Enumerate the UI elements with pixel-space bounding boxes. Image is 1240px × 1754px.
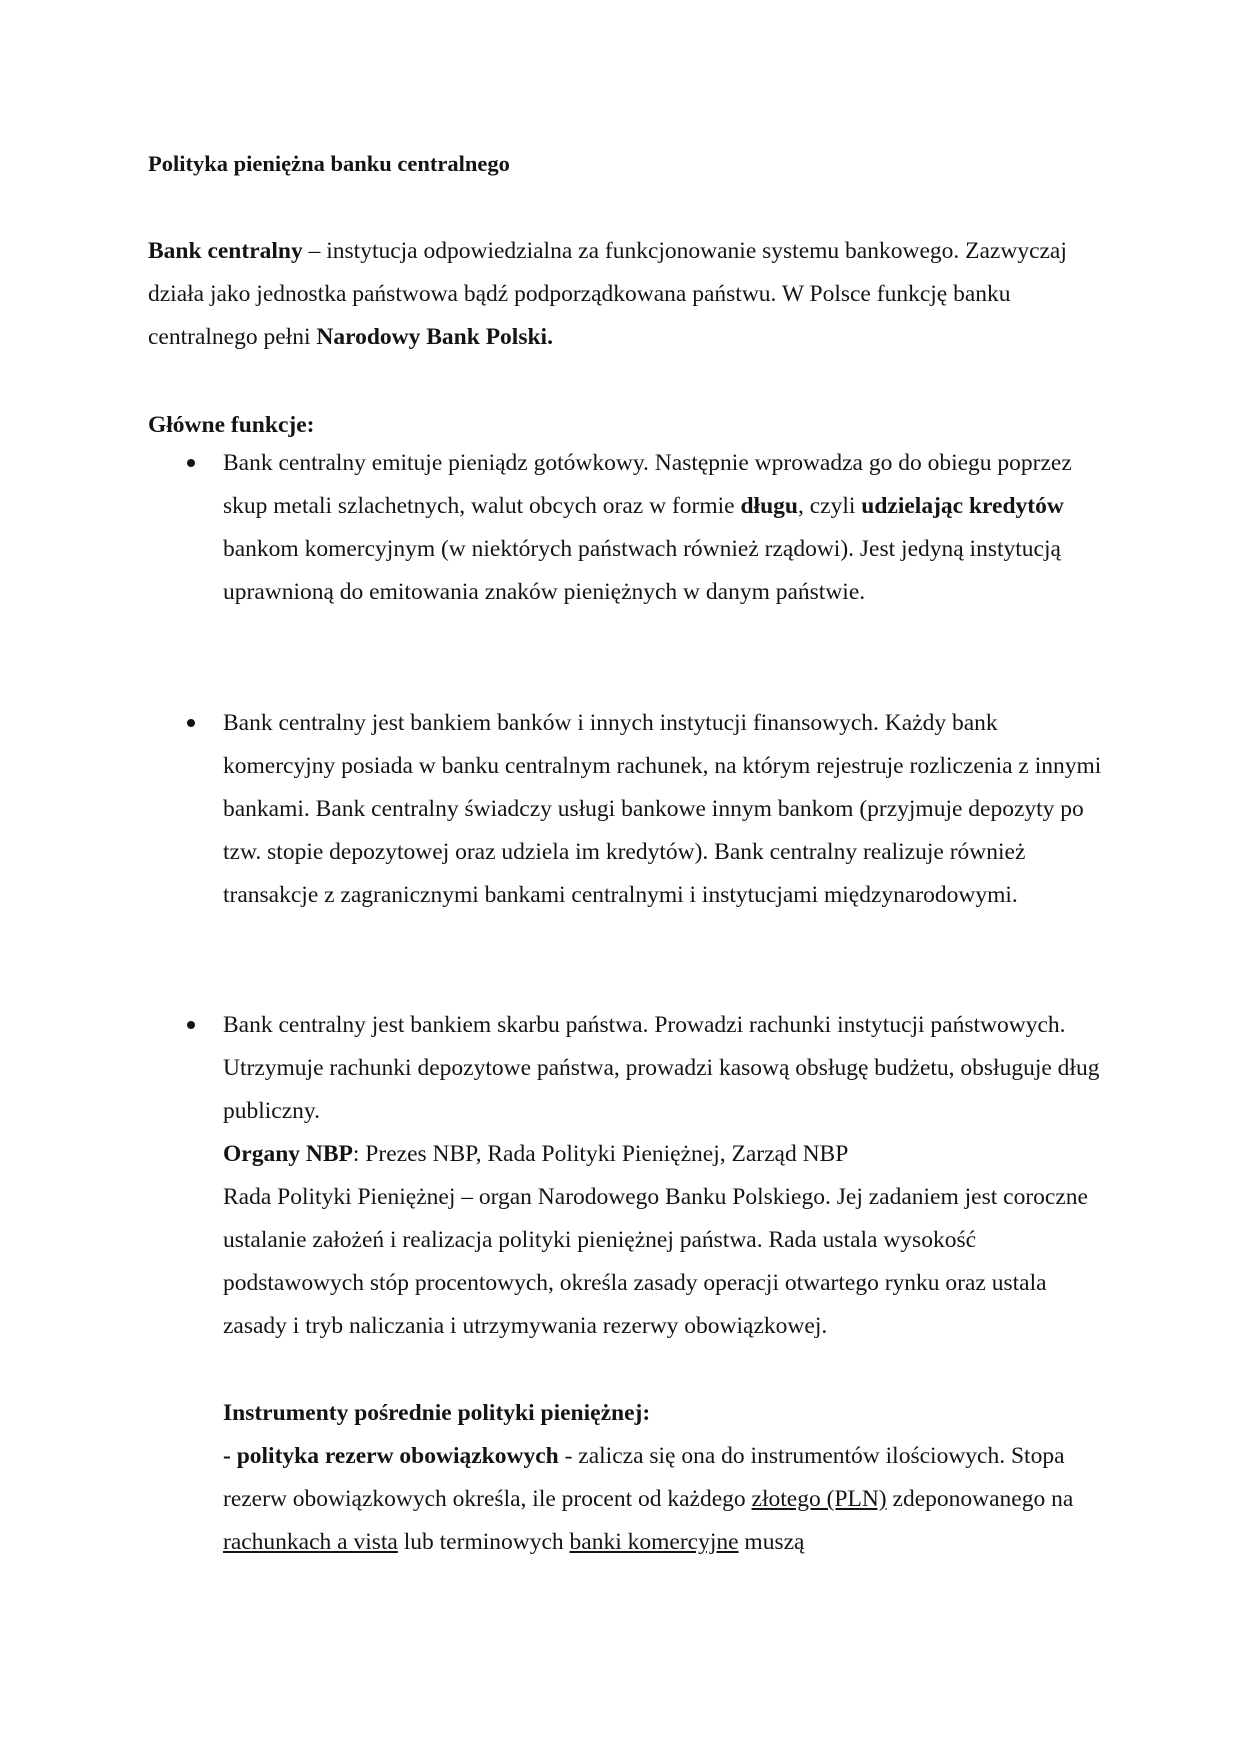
- function-item-1-text: Bank centralny emituje pieniądz gotówkowy. Następnie wprowadza go do obiegu poprzez skup metali szlachetnych, walut obcych oraz w formie długu, czyli udzielając kredytów bankom komercyjnym (w niektórych państwach również rządowi). Jest jedyną instytucją uprawnioną do emitowania znaków pieniężnych w danym państwie.: [223, 450, 1072, 605]
- organs-text: : Prezes NBP, Rada Polityki Pieniężnej, Zarząd NBP: [352, 1141, 849, 1167]
- function-item-2-text: Bank centralny jest bankiem banków i innych instytucji finansowych. Każdy bank komercyjny posiada w banku centralnym rachunek, na którym rejestruje rozliczenia z innymi bankami. Bank centralny świadczy usługi bankowe innym bankom (przyjmuje depozyty po tzw. stopie depozytowej oraz udziela im kredytów). Bank centralny realizuje również transakcje z zagranicznymi bankami centralnymi i instytucjami międzynarodowymi.: [223, 710, 1102, 908]
- intro-nbp: Narodowy Bank Polski.: [316, 324, 553, 350]
- function-item-3-text: Bank centralny jest bankiem skarbu państwa. Prowadzi rachunki instytucji państwowych. Utrzymuje rachunki depozytowe państwa, prowadzi kasową obsługę budżetu, obsługuje dług publiczny.: [223, 1012, 1100, 1124]
- bullet-icon: [187, 459, 195, 467]
- link-zloty[interactable]: złotego (PLN): [751, 1486, 887, 1512]
- instruments-heading: Instrumenty pośrednie polityki pieniężnej:: [223, 1400, 651, 1426]
- intro-term: Bank centralny: [148, 238, 303, 264]
- link-rachunki-a-vista[interactable]: rachunkach a vista: [223, 1529, 398, 1555]
- bullet-icon: [187, 1021, 195, 1029]
- bullet-icon: [187, 719, 195, 727]
- instrument-label: - polityka rezerw obowiązkowych: [223, 1443, 559, 1469]
- document-title: Polityka pieniężna banku centralnego: [148, 151, 510, 176]
- rpp-paragraph: Rada Polityki Pieniężnej – organ Narodowego Banku Polskiego. Jej zadaniem jest coroczne ustalanie założeń i realizacja polityki pieniężnej państwa. Rada ustala wysokość podstawowych stóp procentowych, określa zasady operacji otwartego rynku oraz ustala zasady i tryb naliczania i utrzymywania rezerwy obowiązkowej.: [223, 1184, 1088, 1339]
- organs-paragraph: [223, 1133, 1103, 1176]
- intro-text: – instytucja odpowiedzialna za funkcjonowanie systemu bankowego. Zazwyczaj działa jako jednostka państwowa bądź podporządkowana państwu. W Polsce funkcję banku centralnego pełni: [148, 238, 1067, 350]
- instruments-paragraph: - polityka rezerw obowiązkowych - zalicza się ona do instrumentów ilościowych. Stopa rezerw obowiązkowych określa, ile procent od każdego złotego (PLN) zdeponowanego na rachunkach a vista lub terminowych banki komercyjne muszą: [223, 1443, 1074, 1555]
- link-banki-komercyjne[interactable]: banki komercyjne: [569, 1529, 739, 1555]
- intro-paragraph: [148, 230, 1098, 359]
- functions-heading: Główne funkcje:: [148, 412, 315, 438]
- organs-label: Organy NBP: [223, 1141, 353, 1167]
